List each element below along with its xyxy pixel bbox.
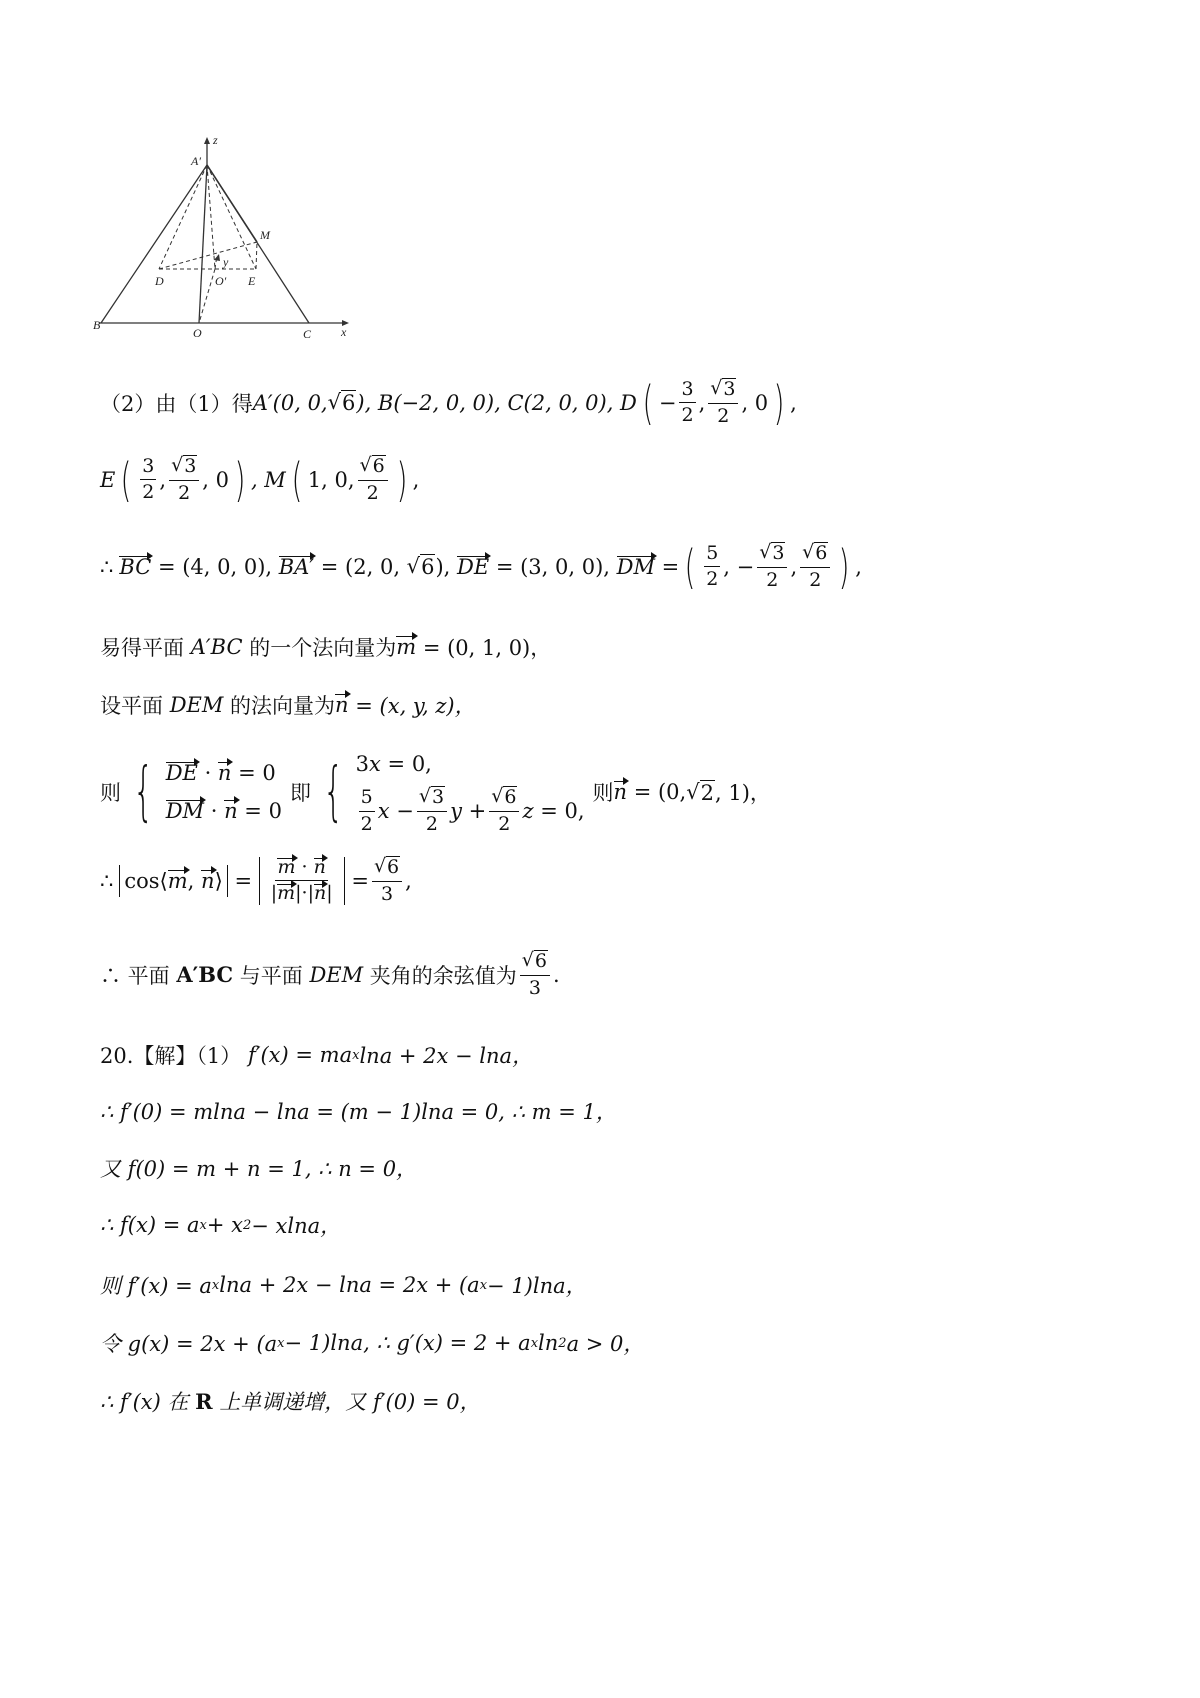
solution-line-8: ∴ 平面 A′BC 与平面 DEM 夹角的余弦值为 √ 6 3 . (100, 949, 560, 999)
label-y: y (223, 255, 229, 269)
solution-line-4: 易得平面 A′BC 的一个法向量为 m = (0, 1, 0)， (100, 635, 552, 660)
label-z: z (213, 133, 218, 147)
problem-20-header: 20.【解】（1） f′(x) = ma x lna + 2x − lna， (100, 1043, 534, 1068)
label-D: D (155, 274, 164, 288)
solution-line-1: （2）由（1）得 A′(0, 0, √ 6 ), B(−2, 0, 0), C(2, 0, 0), D ( − $\frac{3}{2}$ , √ 3 2 , 0 ) , (100, 375, 797, 430)
solution-line-2: E ( $\frac{3}{2}$ , √ 3 2 , 0 ) , M ( 1, 0, √ 6 2 ) , (100, 452, 420, 507)
frac-3-2: $\frac{3}{2}$ (681, 377, 694, 427)
line-2-E: E (100, 467, 116, 492)
label-B: B (93, 318, 101, 332)
solution-line-14: 令 g(x) = 2x + (a x − 1)lna, ∴ g′(x) = 2 + a x ln 2 a > 0， (100, 1331, 645, 1356)
line-1-B: ), B(−2, 0, 0), C(2, 0, 0), D (356, 390, 637, 415)
solution-line-7: ∴ cos⟨m, n⟩ = $\frac{m \cdot n}{|m|\cdot|n|}$ = √ 6 3 , (100, 855, 412, 905)
solution-line-10: ∴ f′(0) = mlna − lna = (m − 1)lna = 0, ∴ m = 1， (100, 1100, 617, 1124)
label-x: x (341, 325, 347, 339)
edge-AB (101, 165, 207, 323)
label-C: C (303, 327, 312, 341)
frac-sqrt3-2: √ 3 2 (708, 378, 738, 428)
sqrt-6: √ 6 (327, 390, 356, 416)
line-2-M: , M (250, 467, 286, 492)
label-A: A′ (191, 154, 201, 168)
edge-AM (207, 165, 257, 242)
solution-line-15: ∴ f′(x) 在 R 上单调递增，又 f′(0) = 0， (100, 1388, 481, 1414)
solution-line-13: 则 f′(x) = a x lna + 2x − lna = 2x + (a x − 1)lna， (100, 1273, 587, 1298)
therefore-symbol: ∴ (100, 554, 114, 579)
solution-line-11: 又 f(0) = m + n = 1, ∴ n = 0， (100, 1157, 418, 1181)
label-O: O (193, 326, 202, 340)
system-2: 3 x = 0, $\frac{5}{2}$ x − √ 3 2 y + √ 6 2 z = 0, (355, 752, 585, 835)
system-1: DE · n = 0 DM · n = 0 (165, 761, 282, 823)
label-O2: O′ (215, 274, 227, 288)
solution-line-12: ∴ f(x) = a x + x 2 − xlna， (100, 1213, 342, 1238)
line-1-A: A′(0, 0, (252, 390, 328, 415)
solution-line-3: ∴ BC = (4, 0, 0), BA′ = (2, 0, √ 6 ), DE = (3, 0, 0), DM = ( $\frac{5}{2}$ , − √ 3 2 , √ 6 2 ) , (100, 539, 862, 594)
pyramid-figure (95, 135, 385, 375)
solution-line-5: 设平面 DEM 的法向量为 n = (x, y, z)， (100, 693, 476, 718)
label-M: M (260, 228, 270, 242)
line-1-prefix: （2）由（1）得 (100, 391, 253, 416)
solution-line-6: 则 { DE · n = 0 DM · n = 0 即 { 3 x = 0, $\frac{5}{2}$ x − √ 3 2 y + √ 6 2 z = 0, 则 n = (0, √ 2 , 1)， (100, 745, 771, 839)
label-E: E (248, 274, 256, 288)
